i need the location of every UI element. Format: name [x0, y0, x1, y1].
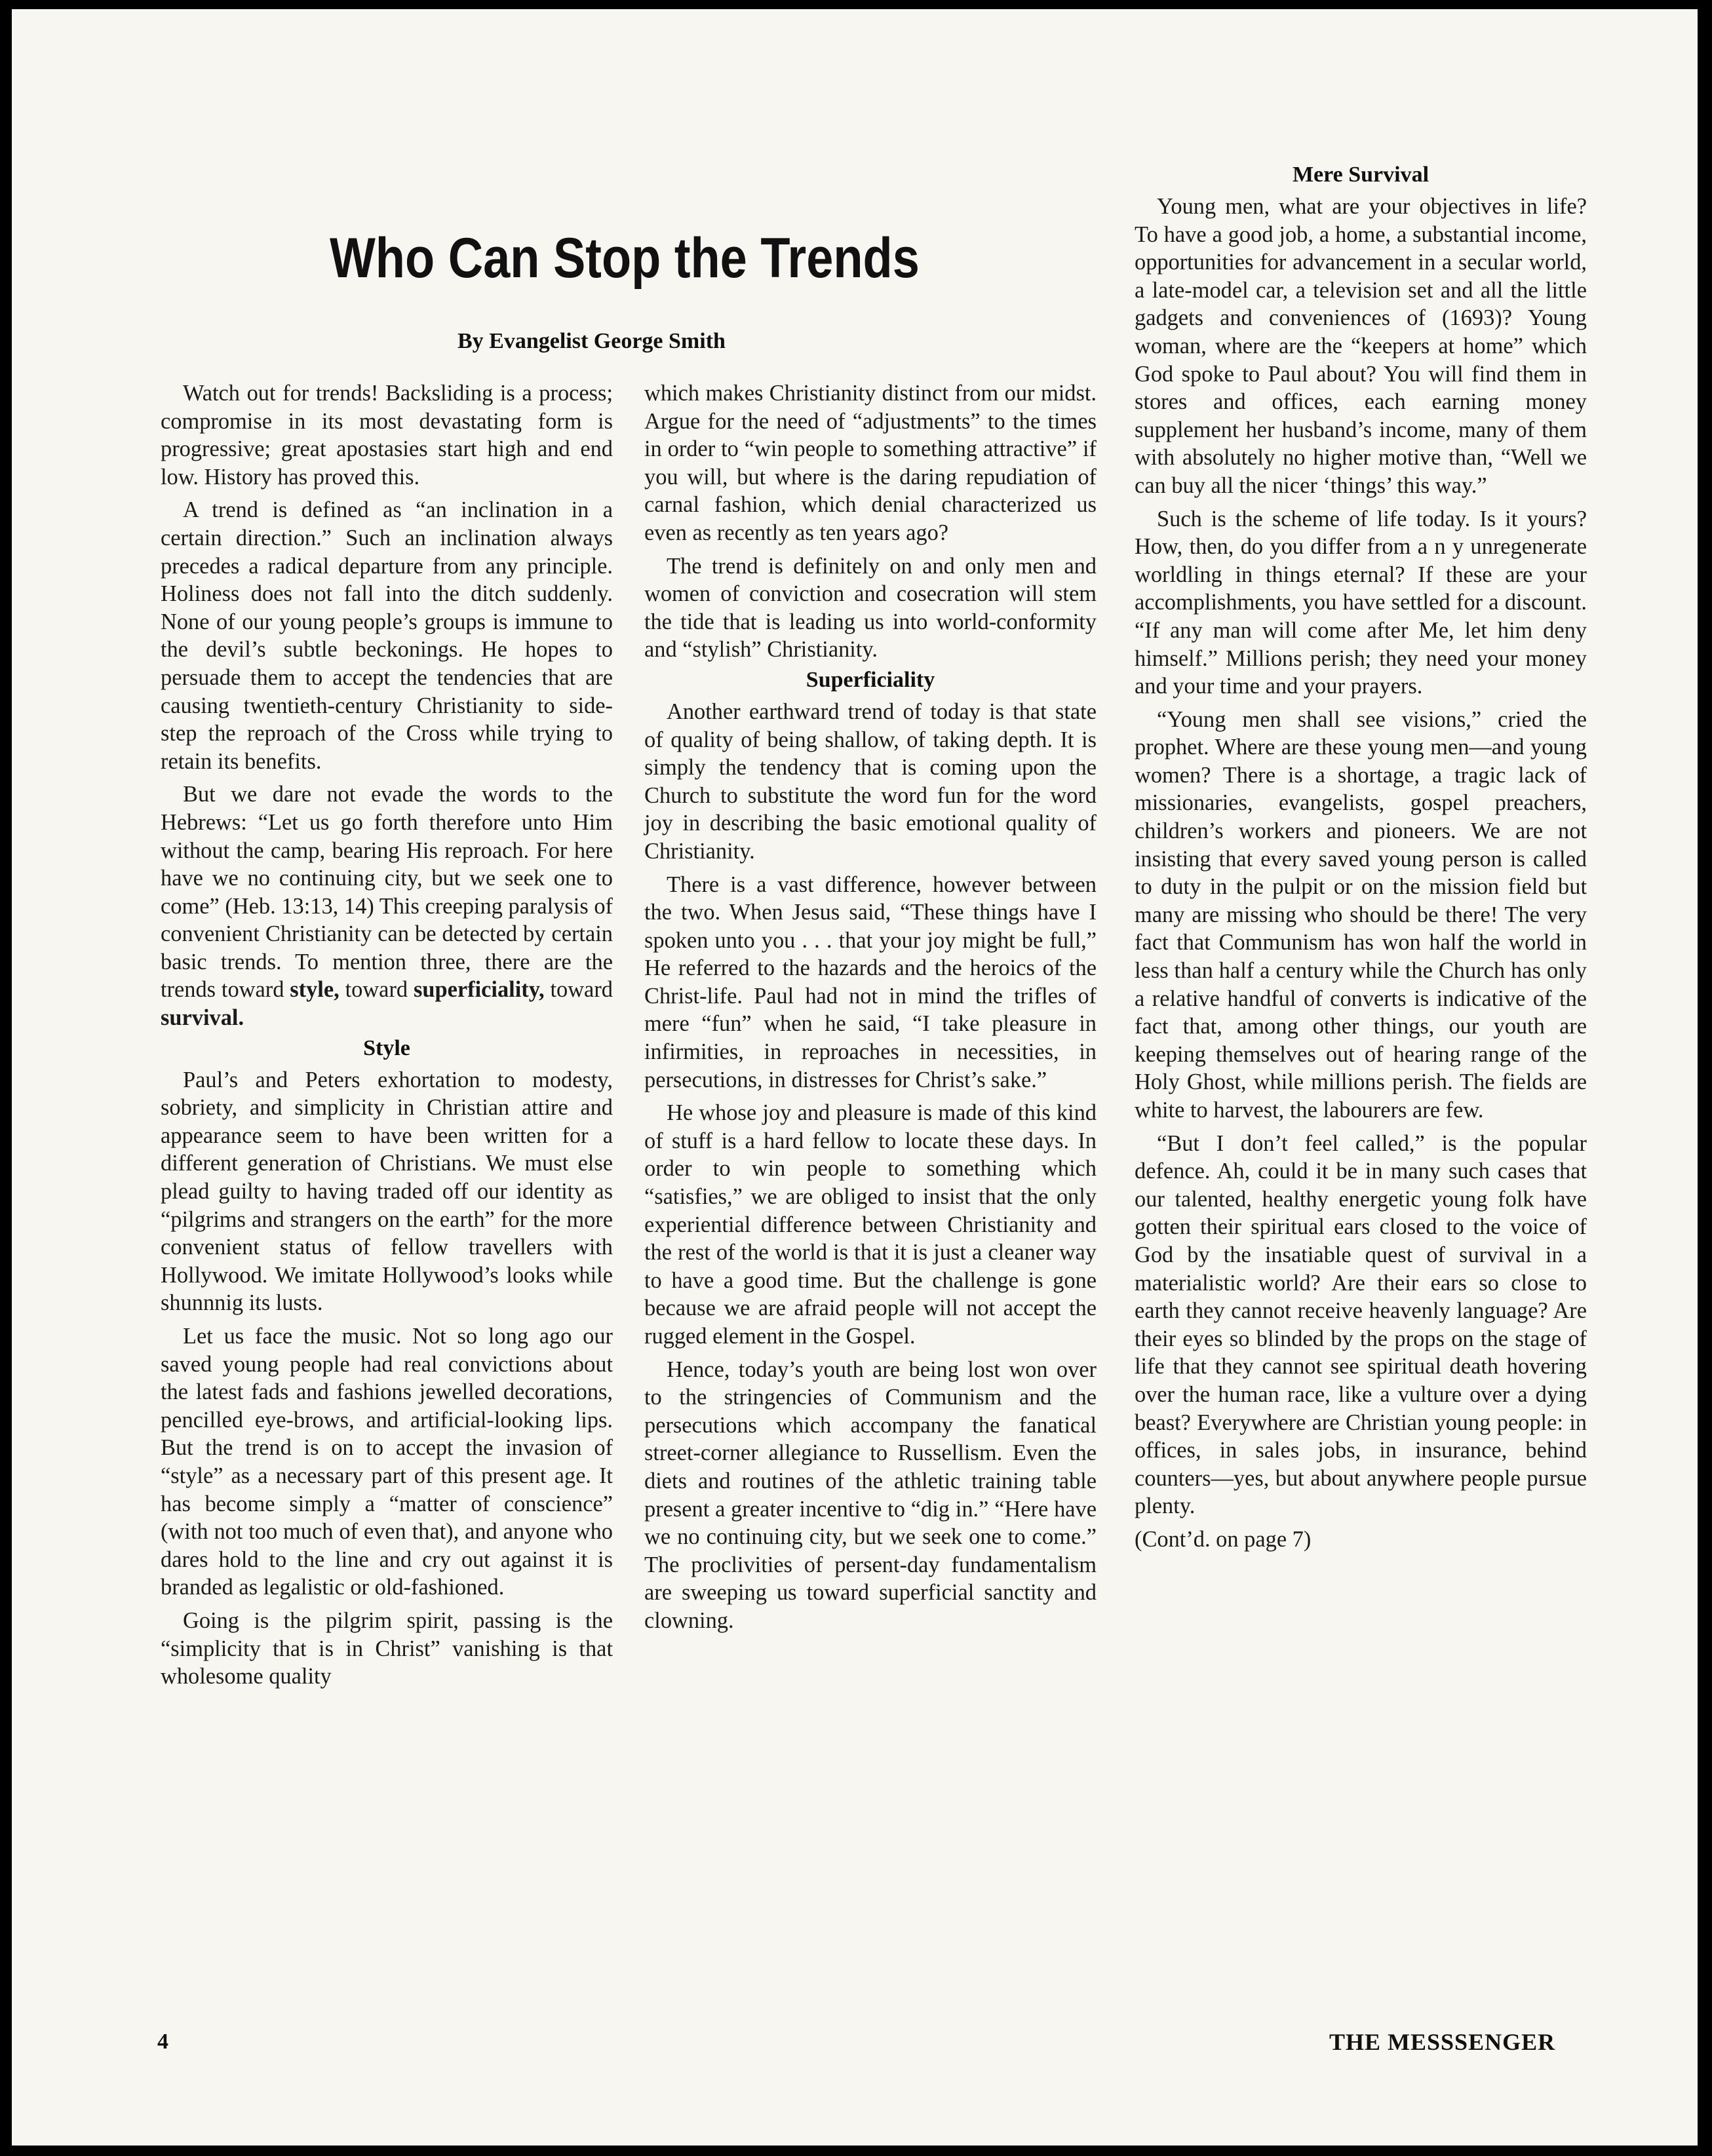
- page-number: 4: [157, 2030, 168, 2054]
- paragraph: “Young men shall see visions,” cried the prophet. Where are these young men—and young women? There is a shortage, a tragic lack of missionaries, evangelists, gospel preachers, children’s workers and pioneers. We are not insisting that every saved young person is called to duty in the pulpit or on the mission field but many are missing who should be there! The very fact that Communism has won half the world in less than half a century while the Church has only a relative handful of converts is indicative of the fact that, among other things, our youth are keeping themselves out of hearing range of the Holy Ghost, while millions perish. The fields are white to harvest, the labourers are few.: [1135, 706, 1587, 1123]
- magazine-page: [12, 9, 1698, 2146]
- emphasis-style: style,: [290, 977, 340, 1003]
- paragraph: Let us face the music. Not so long ago our saved young people had real convictions about the latest fads and fashions jewelled decorations, pencilled eye-brows, and artificial-looking lips. But the trend is on to accept the invasion of “style” as a necessary part of this present age. It has become simply a “matter of conscience” (with not too much of even that), and anyone who dares hold to the line and cry out against it is branded as legalistic or old-fashioned.: [161, 1324, 613, 1600]
- continued-note: (Cont’d. on page 7): [1135, 1526, 1312, 1552]
- column-2: [644, 379, 1097, 1635]
- paragraph-text: toward: [544, 977, 613, 1003]
- paragraph: He whose joy and pleasure is made of this kind of stuff is a hard fellow to locate these days. In order to win people to something which “satisfies,” we are obliged to insist that the only experiential difference between Christianity and the rest of the world is that it is just a cleaner way to have a good time. But the challenge is gone because we are afraid people will not accept the rugged element in the Gospel.: [644, 1100, 1097, 1349]
- paragraph: [161, 780, 613, 1031]
- article-title: Who Can Stop the Trends: [330, 227, 920, 290]
- column-3: [1135, 159, 1587, 1554]
- paragraph: Hence, today’s youth are being lost won over to the stringencies of Communism and the persecutions which accompany the fanatical street-corner allegiance to Russellism. Even the diets and routines of the athletic training table present a greater incentive to “dig in.” “Here have we no continuing city, but we seek one to come.” The proclivities of persent-day fundamentalism are sweeping us toward superficial sanctity and clowning.: [644, 1357, 1097, 1633]
- paragraph: Paul’s and Peters exhortation to modesty, sobriety, and simplicity in Christian attire and appearance seem to have been written for a different generation of Christians. We must else plead guilty to having traded off our identity as “pilgrims and strangers on the earth” for the more convenient status of fellow travellers with Hollywood. We imitate Hollywood’s looks while shunnnig its lusts.: [161, 1067, 613, 1316]
- paragraph: A trend is defined as “an inclination in a certain direction.” Such an inclination always precedes a radical departure from any principle. Holiness does not fall into the ditch suddenly. None of our young people’s groups is immune to the devil’s subtle beckonings. He hopes to persuade them to accept the tendencies that are causing twentieth-century Christianity to side-step the reproach of the Cross while trying to retain its benefits.: [161, 497, 613, 774]
- section-heading-style: Style: [363, 1035, 410, 1060]
- paragraph: which makes Christianity distinct from our midst. Argue for the need of “adjustments” to the times in order to “win people to something attractive” if you will, but where is the daring repudiation of carnal fashion, which denial characterized us even as recently as ten years ago?: [644, 381, 1097, 545]
- column-1: [161, 379, 613, 1691]
- paragraph: “But I don’t feel called,” is the popular defence. Ah, could it be in many such cases that our talented, healthy energetic young folk have gotten their spiritual ears closed to the voice of God by the insatiable quest of survival in a materialistic world? Are their ears so close to earth they cannot receive heavenly language? Are their eyes so blinded by the props on the stage of life that they cannot see spiritual death hovering over the human race, like a vulture over a dying beast? Everywhere are Christian young people: in offices, in sales jobs, in insurance, behind counters—yes, but about anywhere people pursue plenty.: [1135, 1130, 1587, 1519]
- paragraph-text: But we dare not evade the words to the Hebrews: “Let us go forth therefore unto Him without the camp, bearing His reproach. For here have we no continuing city, but we seek one to come” (Heb. 13:13, 14) This creeping paralysis of convenient Christianity can be detected by certain basic trends. To mention three, there are the trends toward: [161, 782, 613, 1003]
- paragraph: Such is the scheme of life today. Is it yours? How, then, do you differ from a n y unregenerate worldling in things eternal? If these are your accomplishments, you have settled for a discount. “If any man will come after Me, let him deny himself.” Millions perish; they need your money and your time and your prayers.: [1135, 506, 1587, 699]
- paragraph: The trend is definitely on and only men and women of conviction and cosecration will stem the tide that is leading us into world-conformity and “stylish” Christianity.: [644, 553, 1097, 663]
- paragraph: Going is the pilgrim spirit, passing is the “simplicity that is in Christ” vanishing is that wholesome quality: [161, 1607, 613, 1689]
- emphasis-survival: survival.: [161, 1005, 244, 1031]
- magazine-name: THE MESSSENGER: [1329, 2029, 1556, 2055]
- paragraph: Another earthward trend of today is that state of quality of being shallow, of taking depth. It is simply the tendency that is coming upon the Church to substitute the word fun for the word joy in describing the basic emotional quality of Christianity.: [644, 699, 1097, 864]
- emphasis-superficiality: superficiality,: [413, 977, 545, 1003]
- paragraph: There is a vast difference, however between the two. When Jesus said, “These things have I spoken unto you . . . that your joy might be full,” He referred to the hazards and the heroics of the Christ-life. Paul had not in mind the trifles of mere “fun” when he said, “I take pleasure in infirmities, in reproaches in necessities, in persecutions, in distresses for Christ’s sake.”: [644, 872, 1097, 1092]
- paragraph: Watch out for trends! Backsliding is a process; compromise in its most devastating form is progressive; great apostasies start high and end low. History has proved this.: [161, 381, 613, 490]
- section-heading-superficiality: Superficiality: [806, 667, 935, 692]
- paragraph-text: toward: [339, 977, 414, 1003]
- paragraph: Young men, what are your objectives in life? To have a good job, a home, a substantial income, opportunities for advancement in a secular world, a late-model car, a television set and all the little gadgets and conveniences of (1693)? Young woman, where are the “keepers at home” which God spoke to Paul about? You will find them in stores and offices, each earning money supplement her husband’s income, many of them with absolutely no higher motive than, “Well we can buy all the nicer ‘things’ this way.”: [1135, 194, 1587, 498]
- section-heading-mere-survival: Mere Survival: [1292, 163, 1430, 187]
- article-byline: By Evangelist George Smith: [457, 329, 726, 353]
